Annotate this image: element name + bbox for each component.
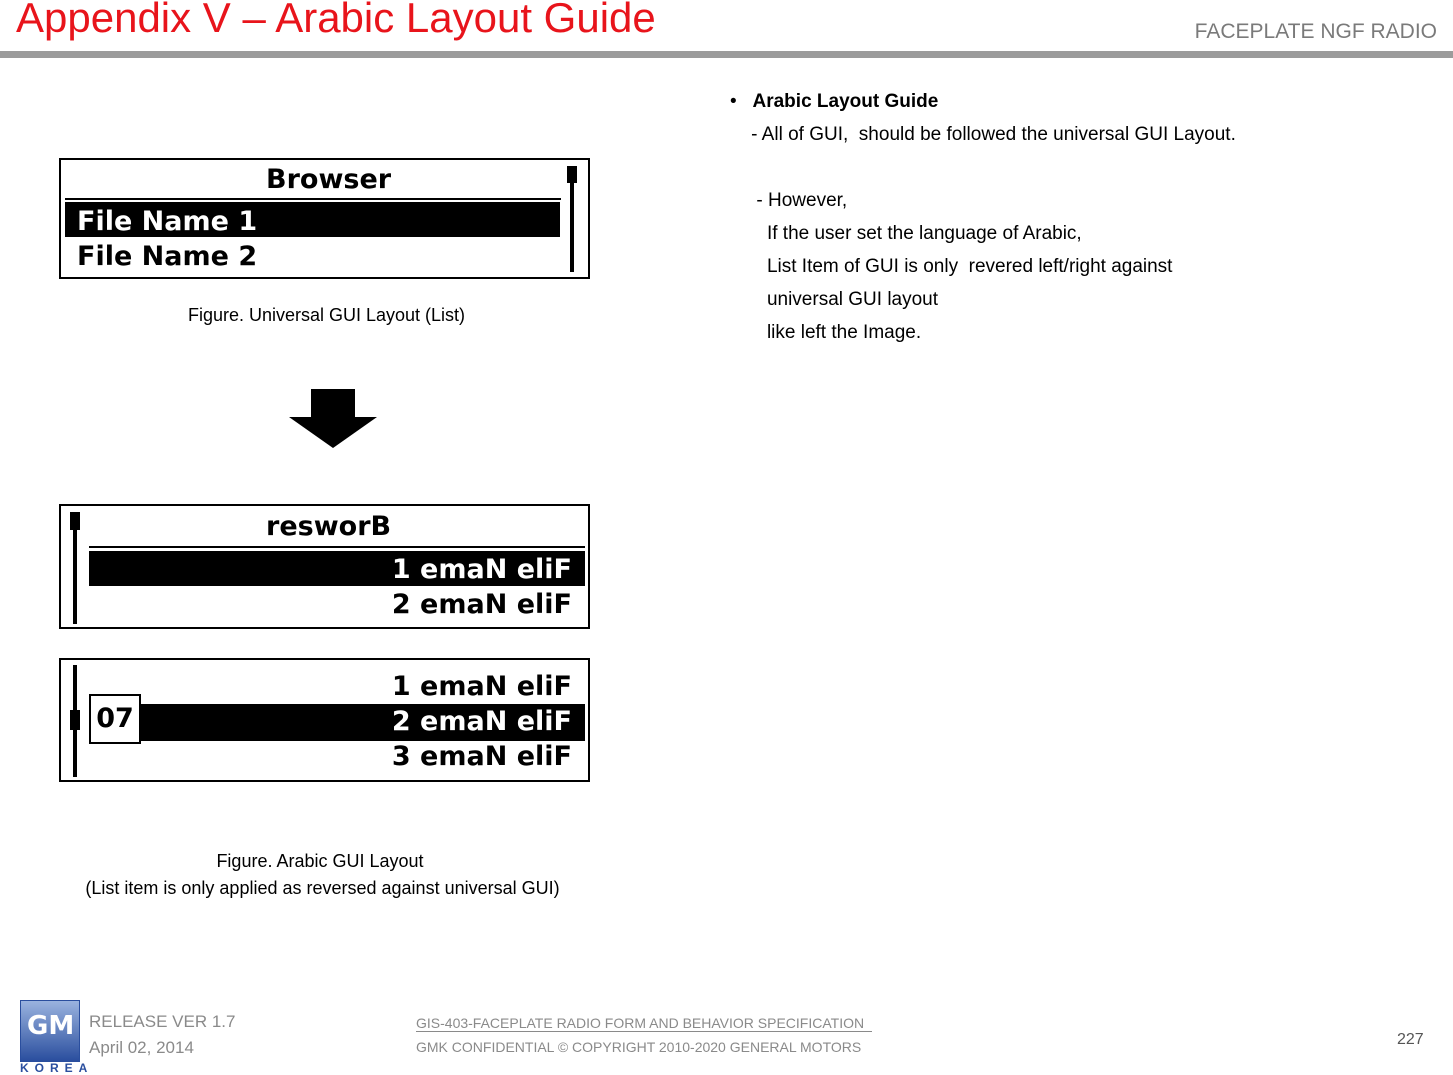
copyright-notice: GMK CONFIDENTIAL © COPYRIGHT 2010-2020 GENERAL MOTORS (416, 1039, 862, 1055)
arabic-list-screen-with-badge (59, 658, 590, 782)
scrollbar-thumb (567, 166, 577, 183)
bullet-icon: • (730, 91, 737, 112)
number-badge: 07 (89, 694, 141, 744)
list-item: 1 emaN eliF (391, 671, 572, 702)
notes-line: If the user set the language of Arabic, (730, 223, 1082, 244)
gm-logo: GM (20, 1000, 80, 1062)
notes-line (730, 151, 1236, 184)
list-item: 3 emaN eliF (391, 741, 572, 772)
scrollbar-track (73, 524, 77, 624)
spec-title: GIS-403-FACEPLATE RADIO FORM AND BEHAVIOR SPECIFICATION (416, 1015, 872, 1032)
notes-line: universal GUI layout (730, 289, 939, 310)
universal-list-screen (59, 158, 590, 279)
screen-title: Browser (266, 164, 392, 195)
notes-line: - However, (730, 190, 848, 211)
notes-line: like left the Image. (730, 322, 922, 343)
notes-heading: • Arabic Layout Guide (730, 91, 939, 112)
release-date: April 02, 2014 (89, 1038, 194, 1057)
document-tag: FACEPLATE NGF RADIO (1194, 20, 1437, 43)
header-divider (0, 51, 1453, 58)
page-number: 227 (1397, 1031, 1424, 1048)
notes-line: List Item of GUI is only revered left/right against (730, 256, 1173, 277)
notes-section (730, 85, 1236, 349)
korea-wordmark: KOREA (20, 1061, 94, 1075)
page-title: Appendix V – Arabic Layout Guide (16, 0, 656, 41)
figure-caption-line2: (List item is only applied as reversed against universal GUI) (85, 878, 560, 898)
figure-caption-line1: Figure. Arabic GUI Layout (216, 851, 424, 871)
list-item: File Name 2 (77, 241, 258, 272)
figure-caption: Figure. Universal GUI Layout (List) (187, 305, 466, 325)
scrollbar-thumb (70, 512, 80, 530)
title-separator (65, 198, 561, 200)
release-version: RELEASE VER 1.7 (89, 1012, 236, 1031)
scrollbar-track (570, 178, 574, 272)
list-item: 2 emaN eliF (391, 589, 572, 620)
list-item: 1 emaN eliF (391, 554, 572, 585)
arabic-list-screen (59, 504, 590, 629)
notes-line: - All of GUI, should be followed the universal GUI Layout. (730, 124, 1236, 145)
title-separator (89, 546, 585, 548)
list-item: File Name 1 (77, 206, 258, 237)
screen-title: resworB (266, 511, 392, 542)
list-item: 2 emaN eliF (391, 706, 572, 737)
arrow-down-icon (289, 389, 379, 449)
scrollbar-thumb (70, 710, 80, 730)
